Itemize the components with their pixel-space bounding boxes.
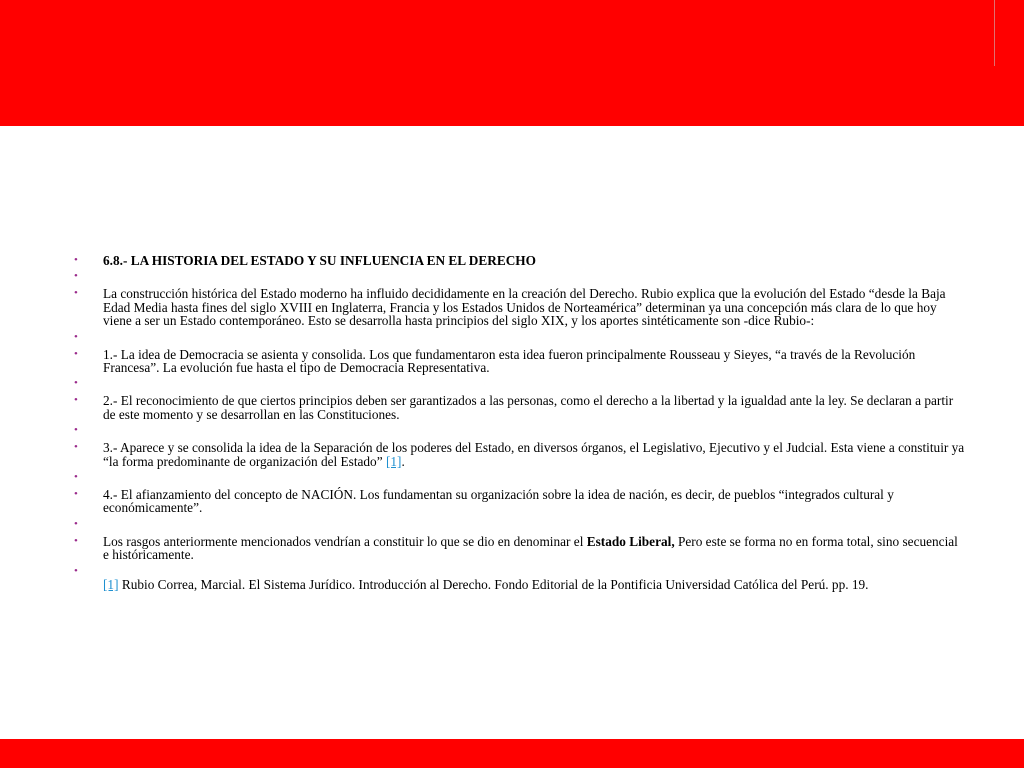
section-heading: 6.8.- LA HISTORIA DEL ESTADO Y SU INFLUENCIA EN EL DERECHO <box>103 253 536 268</box>
paragraph-point-2: 2.- El reconocimiento de que ciertos principios deben ser garantizados a las personas, como el derecho a la libertad y la igualdad ante la ley. Se declaran a partir de este momento y se desarrollan en las Constituciones. <box>103 393 954 422</box>
paragraph-conclusion-end: Pero este se forma no en forma total, sino secuencial e históricamente. <box>103 533 958 563</box>
footnote-anchor-link[interactable]: [1] <box>103 576 119 592</box>
bullet-point-4 <box>74 488 966 515</box>
top-red-band <box>0 0 1024 126</box>
bullet-icon: • <box>74 488 78 501</box>
bullet-icon: • <box>74 564 78 577</box>
bullet-point-1 <box>74 348 966 375</box>
bullet-point-2 <box>74 394 966 421</box>
bottom-red-band <box>0 739 1024 768</box>
slide-content <box>74 254 966 594</box>
footnote-ref-link[interactable]: [1] <box>385 453 402 469</box>
bullet-icon: • <box>74 330 78 343</box>
bullet-icon: • <box>74 347 78 360</box>
bullet-icon: • <box>74 394 78 407</box>
bullet-icon: • <box>74 377 78 390</box>
bullet-heading <box>74 254 966 267</box>
bullet-icon: • <box>74 517 78 530</box>
bullet-icon: • <box>74 534 78 547</box>
paragraph-point-3-end: . <box>401 453 405 469</box>
bullet-icon: • <box>74 270 78 283</box>
bullet-icon: • <box>74 254 78 266</box>
paragraph-point-3: 3.- Aparece y se consolida la idea de la Separación de los poderes del Estado, en diversos órganos, el Legislativo, Ejecutivo y el Judcial. Esta viene a constituir ya “la forma predominante de organización del Estado” <box>103 440 965 469</box>
bullet-icon: • <box>74 471 78 484</box>
bullet-empty <box>74 331 966 345</box>
bullet-paragraph-intro <box>74 287 966 327</box>
bullet-empty <box>74 377 966 391</box>
paragraph-conclusion-start: Los rasgos anteriormente mencionados vendrían a constituir lo que se dio en denominar el <box>103 533 587 549</box>
bullet-footnote <box>74 565 966 591</box>
footnote-text: Rubio Correa, Marcial. El Sistema Jurídico. Introducción al Derecho. Fondo Editorial de la Pontificia Universidad Católica del Perú. pp. 19. <box>118 576 869 592</box>
paragraph-intro: La construcción histórica del Estado moderno ha influido decididamente en la creación del Derecho. Rubio explica que la evolución del Estado “desde la Baja Edad Media hasta fines del siglo XVIII en Inglaterra, Francia y los Estados Unidos de Norteamérica” determinan ya una concepción más clara de lo que hoy viene a ser un Estado contemporáneo. Esto se desarrolla hasta principios del siglo XIX, y los aportes sintéticamente son -dice Rubio-: <box>103 286 946 329</box>
bullet-icon: • <box>74 287 78 300</box>
paragraph-point-4: 4.- El afianzamiento del concepto de NACIÓN. Los fundamentan su organización sobre la idea de nación, es decir, de pueblos “integrados cultural y económicamente”. <box>103 487 894 516</box>
bullet-point-3 <box>74 441 966 468</box>
bullet-empty <box>74 270 966 284</box>
bullet-icon: • <box>74 441 78 454</box>
bullet-empty <box>74 518 966 532</box>
bullet-conclusion <box>74 535 966 562</box>
bullet-empty <box>74 471 966 485</box>
estado-liberal-term: Estado Liberal, <box>586 533 675 549</box>
paragraph-point-1: 1.- La idea de Democracia se asienta y consolida. Los que fundamentaron esta idea fueron principalmente Rousseau y Sieyes, “a través de la Revolución Francesa”. La evolución fue hasta el tipo de Democracia Representativa. <box>103 346 916 376</box>
top-band-divider-line <box>994 0 995 66</box>
bullet-empty <box>74 424 966 438</box>
bullet-icon: • <box>74 424 78 437</box>
